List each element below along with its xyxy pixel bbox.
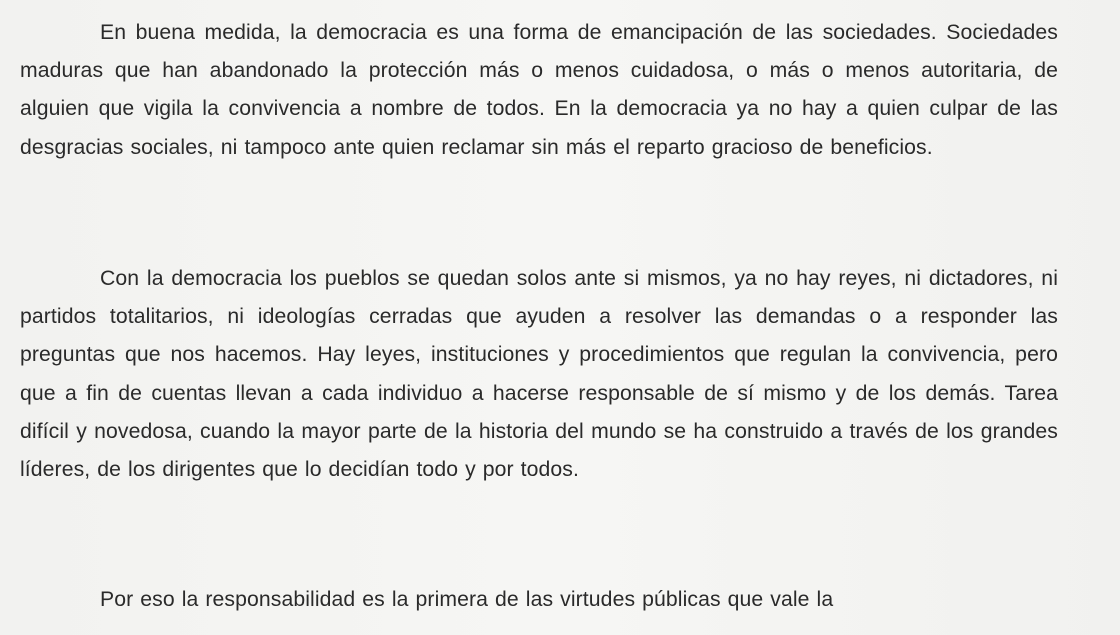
paragraph: Con la democracia los pueblos se quedan solos ante si mismos, ya no hay reyes, ni dictadores, ni partidos totalitarios, ni ideologías cerradas que ayuden a resolver las demandas o a responder las preguntas que nos hacemos. Hay leyes, instituciones y procedimientos que regulan la convivencia, pero que a fin de cuentas llevan a cada individuo a hacerse responsable de sí mismo y de los demás. Tarea difícil y novedosa, cuando la mayor parte de la historia del mundo se ha construido a través de los grandes líderes, de los dirigentes que lo decidían todo y por todos. xyxy=(20,267,1058,482)
paragraph: Por eso la responsabilidad es la primera de las virtudes públicas que vale la xyxy=(100,588,834,611)
paragraph: En buena medida, la democracia es una forma de emancipación de las sociedades. Sociedades maduras que han abandonado la protección más o menos cuidadosa, o más o menos autoritaria, de alguien que vigila la convivencia a nombre de todos. En la democracia ya no hay a quien culpar de las desgracias sociales, ni tampoco ante quien reclamar sin más el reparto gracioso de beneficios. xyxy=(20,21,1058,159)
